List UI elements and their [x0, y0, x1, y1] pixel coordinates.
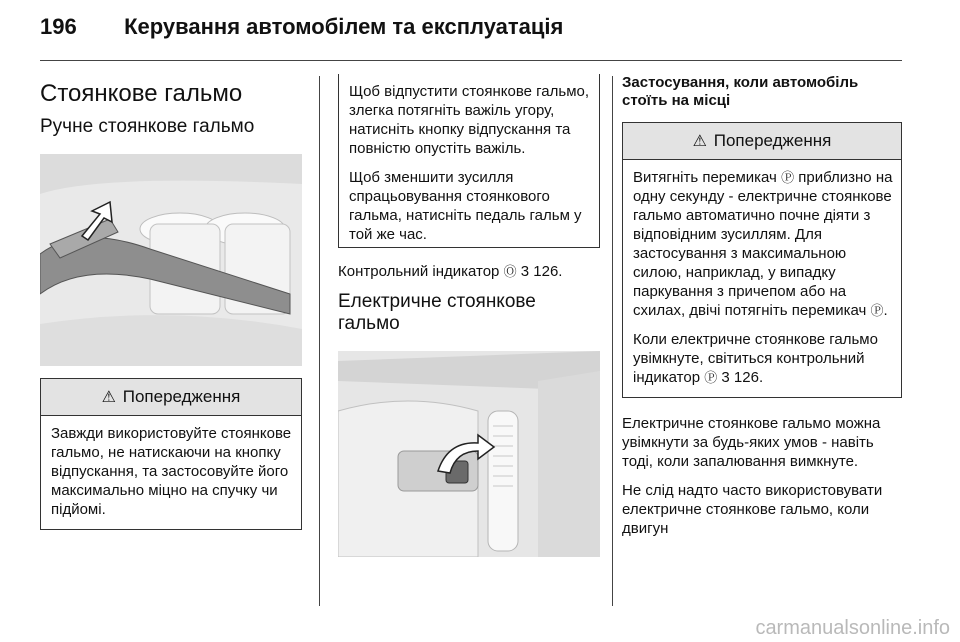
warning-instruction [633, 168, 893, 320]
warning-text-end: . [883, 302, 888, 319]
warning-icon: ⚠ [101, 389, 116, 406]
stationary-use-heading: Застосування, коли автомобіль стоїть на місці [622, 74, 859, 109]
warning-text: Завжди використовуйте стоянкове гальмо, не натискаючи на кнопку відпускання, та застосовуйте його максимально міцно на спучку чи підйомі. [51, 425, 292, 518]
electric-brake-heading: Електричне стоянкове гальмо [338, 291, 536, 334]
continued-note-box [338, 74, 600, 248]
warning-header [623, 122, 901, 160]
warning-icon: ⚠ [692, 133, 707, 150]
column-2 [338, 74, 600, 557]
body-paragraph-2: Не слід надто часто використовувати електричне стоянкове гальмо, коли двигун [622, 482, 883, 537]
brake-indicator-icon: Ⓞ [503, 264, 517, 279]
column-1 [40, 74, 302, 530]
handbrake-illustration [40, 154, 302, 366]
warning-header [41, 378, 301, 416]
body-paragraph-1: Електричне стоянкове гальмо можна увімкнути за будь-яких умов - навіть тоді, коли запалювання вимкнуте. [622, 415, 881, 470]
warning-text-part: Коли електричне стоянкове гальмо увімкнуте, світиться контрольний індикатор [633, 331, 878, 386]
indicator-text: Контрольний індикатор [338, 263, 500, 280]
section-heading: Стоянкове гальмо [40, 80, 243, 107]
page-reference: 3 126. [721, 369, 764, 386]
indicator-line [338, 262, 600, 281]
header-divider [40, 60, 902, 61]
warning-text-part: Витягніть перемикач [633, 169, 777, 186]
warning-title: Попередження [122, 387, 241, 406]
warning-indicator-note [633, 330, 893, 387]
warning-box [40, 378, 302, 530]
parking-indicator-icon: Ⓟ [704, 370, 718, 385]
warning-box [622, 122, 902, 398]
page-reference: 3 126. [520, 263, 563, 280]
page-header [40, 14, 563, 40]
release-instruction: Щоб відпустити стоянкове гальмо, злегка потягніть важіль угору, натисніть кнопку відпускання та повністю опустіть важіль. [349, 83, 590, 157]
warning-title: Попередження [713, 131, 832, 150]
column-divider-1 [319, 76, 320, 606]
page-title: Керування автомобілем та експлуатація [124, 14, 564, 39]
parking-switch-icon: Ⓟ [781, 170, 795, 185]
column-divider-2 [612, 76, 613, 606]
page-number: 196 [40, 14, 77, 39]
subsection-heading: Ручне стоянкове гальмо [40, 116, 255, 137]
watermark: carmanualsonline.info [755, 617, 950, 639]
warning-text-part: приблизно на одну секунду - електричне стоянкове гальмо автоматично почне діяти з відповідним зусиллям. Для застосування з максимальною силою, наприклад, у випадку паркування з причепом або на схилах, двічі потягніть перемикач [633, 169, 893, 319]
parking-switch-icon: Ⓟ [870, 303, 884, 318]
electric-brake-illustration [338, 351, 600, 557]
handbrake-photo [40, 154, 302, 366]
force-reduction-tip: Щоб зменшити зусилля спрацьовування стоянкового гальма, натисніть педаль гальм у той же час. [349, 169, 582, 243]
electric-brake-photo [338, 351, 600, 557]
column-3 [622, 74, 902, 548]
